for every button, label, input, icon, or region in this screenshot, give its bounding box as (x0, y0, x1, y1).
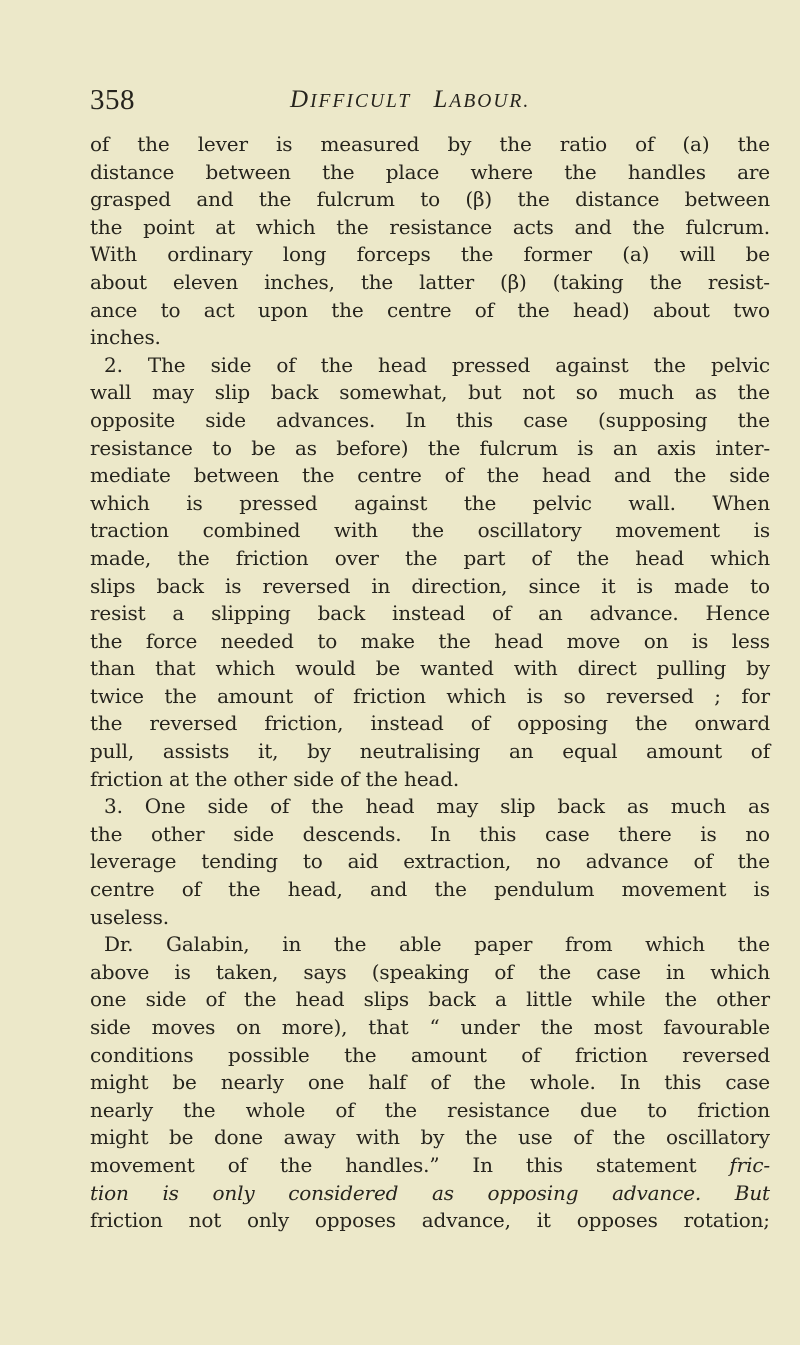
text-line: mediate between the centre of the head and the side (90, 463, 770, 488)
running-head-first-word: DIFFICULT (290, 86, 412, 113)
text-line: resistance to be as before) the fulcrum is an axis inter- (90, 435, 770, 460)
text-line: centre of the head, and the pendulum movement is (90, 877, 770, 902)
text-line: slips back is reversed in direction, since it is made to (90, 573, 770, 598)
text-line: conditions possible the amount of friction reversed (90, 1042, 770, 1067)
text-line: the reversed friction, instead of opposing the onward (90, 711, 770, 736)
text-line: 3. One side of the head may slip back as much as (104, 794, 770, 819)
text-line: distance between the place where the handles are (90, 159, 770, 184)
text-line: tion is only considered as opposing advance. But (90, 1180, 770, 1205)
text-line: side moves on more), that “ under the most favourable (90, 1015, 770, 1039)
running-head-second-word: LABOUR. (433, 86, 531, 113)
text-line: the other side descends. In this case there is no (90, 821, 770, 846)
page-number: 358 (90, 84, 135, 116)
text-line: wall may slip back somewhat, but not so much as the (90, 380, 770, 405)
text-line: movement of the handles.” In this statement fric- (90, 1152, 770, 1177)
text-line: traction combined with the oscillatory movement is (90, 518, 770, 543)
text-line: might be nearly one half of the whole. In this case (90, 1070, 770, 1095)
text-line: Dr. Galabin, in the able paper from which the (104, 932, 770, 957)
text-line: inches. (90, 325, 161, 350)
body-text (90, 131, 770, 1235)
text-line: pull, assists it, by neutralising an equal amount of (90, 739, 770, 764)
text-line: one side of the head slips back a little while the other (90, 987, 770, 1012)
text-line: leverage tending to aid extraction, no advance of the (90, 849, 770, 874)
text-line: above is taken, says (speaking of the case in which (90, 959, 770, 984)
text-line: might be done away with by the use of the oscillatory (90, 1125, 770, 1150)
page-header (90, 84, 770, 124)
text-line: than that which would be wanted with direct pulling by (90, 656, 770, 681)
text-line: friction at the other side of the head. (90, 766, 460, 791)
text-line: With ordinary long forceps the former (a) will be (90, 242, 770, 267)
text-line: nearly the whole of the resistance due to friction (90, 1097, 770, 1122)
text-line: which is pressed against the pelvic wall. When (90, 490, 770, 515)
text-line: about eleven inches, the latter (β) (taking the resist- (90, 269, 770, 294)
text-line: opposite side advances. In this case (supposing the (90, 407, 770, 432)
text-line: resist a slipping back instead of an advance. Hence (90, 601, 770, 626)
text-line: friction not only opposes advance, it opposes rotation; (90, 1208, 770, 1233)
text-line: grasped and the fulcrum to (β) the distance between (90, 187, 770, 212)
text-line: the point at which the resistance acts and the fulcrum. (90, 214, 770, 239)
text-line: of the lever is measured by the ratio of (a) the (90, 132, 770, 156)
text-line: ance to act upon the centre of the head) about two (90, 297, 770, 322)
text-line: made, the friction over the part of the head which (90, 545, 770, 570)
text-line: twice the amount of friction which is so reversed ; for (90, 683, 770, 708)
text-line: useless. (90, 904, 169, 929)
text-line: 2. The side of the head pressed against the pelvic (104, 352, 770, 377)
running-head (290, 86, 530, 114)
text-line: the force needed to make the head move on is less (90, 628, 770, 653)
